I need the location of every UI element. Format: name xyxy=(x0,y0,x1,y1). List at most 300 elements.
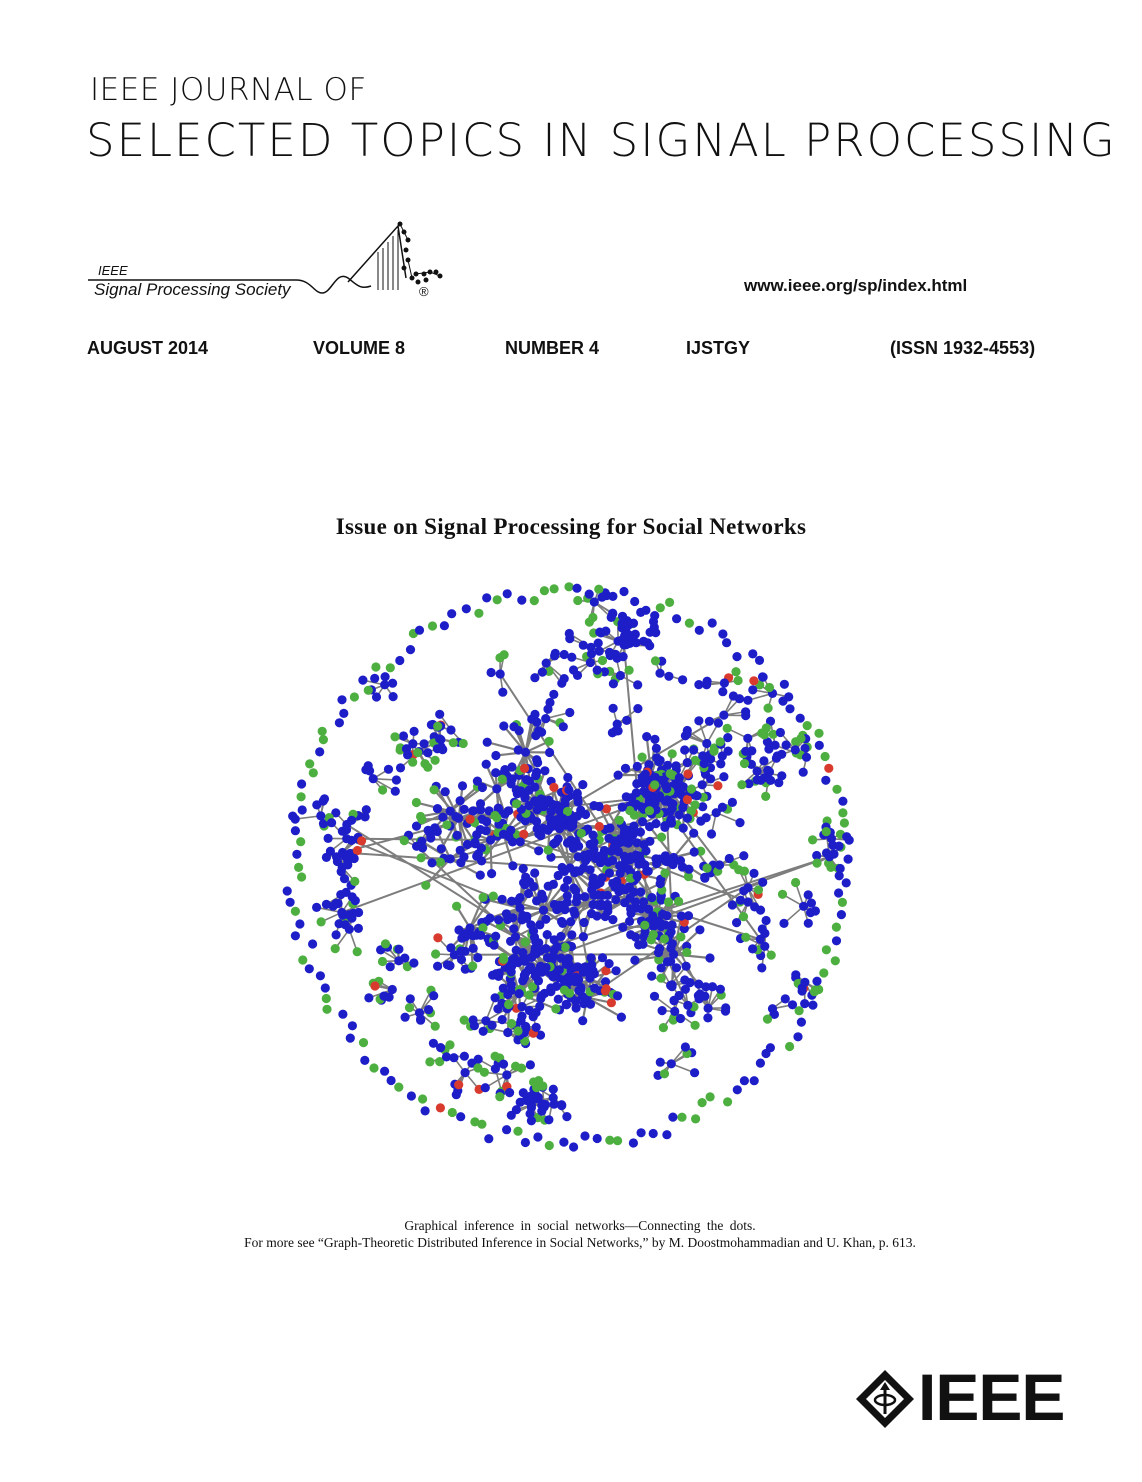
network-node xyxy=(315,747,324,756)
network-node xyxy=(579,932,588,941)
network-node xyxy=(558,919,567,928)
network-node xyxy=(339,709,348,718)
network-node xyxy=(694,680,703,689)
network-node xyxy=(470,838,479,847)
network-node xyxy=(526,1109,535,1118)
network-node xyxy=(427,828,436,837)
network-node xyxy=(544,1115,553,1124)
network-node xyxy=(429,991,438,1000)
network-node xyxy=(618,803,627,812)
network-node xyxy=(670,1007,679,1016)
network-node xyxy=(815,741,824,750)
network-node xyxy=(632,779,641,788)
network-node xyxy=(485,914,494,923)
network-node xyxy=(620,639,629,648)
network-node xyxy=(804,919,813,928)
network-node xyxy=(609,843,618,852)
network-node xyxy=(452,902,461,911)
network-node xyxy=(748,649,757,658)
network-node xyxy=(529,1077,538,1086)
network-node xyxy=(542,963,551,972)
network-node xyxy=(537,800,546,809)
network-node xyxy=(519,864,528,873)
issue-number: NUMBER 4 xyxy=(505,338,600,358)
network-node xyxy=(462,604,471,613)
network-node xyxy=(656,603,665,612)
network-node xyxy=(679,824,688,833)
network-node xyxy=(708,618,717,627)
network-node xyxy=(512,799,521,808)
network-node xyxy=(838,898,847,907)
network-node xyxy=(531,771,540,780)
network-node xyxy=(458,781,467,790)
network-node xyxy=(578,1016,587,1025)
network-node xyxy=(685,619,694,628)
network-node xyxy=(532,1008,541,1017)
network-node xyxy=(486,835,495,844)
network-node xyxy=(647,972,656,981)
network-node xyxy=(585,590,594,599)
network-node xyxy=(292,850,301,859)
network-node xyxy=(741,711,750,720)
network-node xyxy=(689,745,698,754)
network-node xyxy=(768,1004,777,1013)
network-node xyxy=(748,944,757,953)
network-node xyxy=(791,745,800,754)
network-node xyxy=(322,994,331,1003)
network-node xyxy=(491,1052,500,1061)
network-node xyxy=(351,896,360,905)
network-node xyxy=(791,878,800,887)
network-node xyxy=(571,973,580,982)
network-node xyxy=(681,1042,690,1051)
network-node xyxy=(654,757,663,766)
network-node xyxy=(779,919,788,928)
network-node xyxy=(319,735,328,744)
network-node xyxy=(558,863,567,872)
social-network-graph-figure xyxy=(270,568,870,1168)
network-node xyxy=(632,838,641,847)
network-node xyxy=(707,829,716,838)
network-node xyxy=(619,587,628,596)
network-node xyxy=(538,668,547,677)
network-node xyxy=(507,961,516,970)
network-node xyxy=(765,683,774,692)
network-node xyxy=(643,638,652,647)
society-url-link[interactable]: www.ieee.org/sp/index.html xyxy=(744,276,968,295)
network-node xyxy=(668,1113,677,1122)
network-node xyxy=(650,992,659,1001)
network-node xyxy=(740,759,749,768)
network-node xyxy=(662,1130,671,1139)
network-node xyxy=(505,1088,514,1097)
network-node xyxy=(683,795,692,804)
network-node xyxy=(655,792,664,801)
network-node xyxy=(682,962,691,971)
network-node xyxy=(552,905,561,914)
network-node xyxy=(409,958,418,967)
network-node xyxy=(698,780,707,789)
network-node xyxy=(741,747,750,756)
network-node xyxy=(625,917,634,926)
network-node xyxy=(649,1129,658,1138)
network-node xyxy=(400,836,409,845)
network-node xyxy=(443,960,452,969)
network-node xyxy=(740,1076,749,1085)
network-node xyxy=(453,831,462,840)
network-node xyxy=(639,897,648,906)
network-node xyxy=(605,959,614,968)
network-node xyxy=(616,869,625,878)
network-node xyxy=(620,852,629,861)
network-node xyxy=(655,669,664,678)
network-node xyxy=(442,1052,451,1061)
network-node xyxy=(675,810,684,819)
network-node xyxy=(532,755,541,764)
network-node xyxy=(459,852,468,861)
network-node xyxy=(626,909,635,918)
network-node xyxy=(663,761,672,770)
journal-code: IJSTGY xyxy=(686,338,751,358)
ieee-logo-text: IEEE xyxy=(918,1360,1065,1434)
network-node xyxy=(593,666,602,675)
network-node xyxy=(739,912,748,921)
network-node xyxy=(386,663,395,672)
network-node xyxy=(657,974,666,983)
network-node xyxy=(516,1016,525,1025)
society-name: Signal Processing Society xyxy=(94,280,291,299)
network-node xyxy=(676,932,685,941)
network-node xyxy=(516,1098,525,1107)
network-node xyxy=(517,1002,526,1011)
network-node xyxy=(526,920,535,929)
network-node xyxy=(525,786,534,795)
network-node xyxy=(642,866,651,875)
network-node xyxy=(482,760,491,769)
network-node xyxy=(490,941,499,950)
network-node xyxy=(675,773,684,782)
network-node xyxy=(412,798,421,807)
network-node xyxy=(457,934,466,943)
network-node xyxy=(812,977,821,986)
network-node xyxy=(656,879,665,888)
network-node xyxy=(522,775,531,784)
network-node xyxy=(725,854,734,863)
network-node xyxy=(454,814,463,823)
network-node xyxy=(705,717,714,726)
network-node xyxy=(530,673,539,682)
network-node xyxy=(728,798,737,807)
network-node xyxy=(825,852,834,861)
network-node xyxy=(312,903,321,912)
network-node xyxy=(743,734,752,743)
network-node xyxy=(529,882,538,891)
network-node xyxy=(832,923,841,932)
network-node xyxy=(574,852,583,861)
network-node xyxy=(482,593,491,602)
network-node xyxy=(533,824,542,833)
network-node xyxy=(589,845,598,854)
network-node xyxy=(337,908,346,917)
network-node xyxy=(630,956,639,965)
network-node xyxy=(580,892,589,901)
network-node xyxy=(690,847,699,856)
network-node xyxy=(585,973,594,982)
network-node xyxy=(495,1092,504,1101)
network-node xyxy=(537,890,546,899)
network-node xyxy=(487,668,496,677)
network-node xyxy=(369,774,378,783)
network-node xyxy=(621,764,630,773)
network-node xyxy=(417,853,426,862)
network-node xyxy=(698,1098,707,1107)
network-node xyxy=(342,888,351,897)
network-node xyxy=(408,758,417,767)
network-node xyxy=(415,626,424,635)
figure-caption-line2: For more see “Graph-Theoretic Distributed Inference in Social Networks,” by M. Doostmohammadian and U. Khan, p. 613. xyxy=(244,1235,916,1250)
network-node xyxy=(664,672,673,681)
network-node xyxy=(533,1132,542,1141)
network-node xyxy=(435,710,444,719)
network-node xyxy=(446,725,455,734)
network-node xyxy=(564,785,573,794)
network-node xyxy=(676,1014,685,1023)
network-node xyxy=(354,924,363,933)
network-node xyxy=(442,820,451,829)
network-node xyxy=(564,582,573,591)
network-node xyxy=(370,674,379,683)
network-node xyxy=(763,766,772,775)
network-node xyxy=(633,680,642,689)
network-node xyxy=(387,1076,396,1085)
network-node xyxy=(492,969,501,978)
network-node xyxy=(437,844,446,853)
network-node xyxy=(530,596,539,605)
network-node xyxy=(632,788,641,797)
network-node xyxy=(573,793,582,802)
network-node xyxy=(808,1001,817,1010)
network-node xyxy=(291,931,300,940)
network-node xyxy=(305,759,314,768)
network-node xyxy=(709,747,718,756)
network-node xyxy=(560,883,569,892)
network-node xyxy=(762,723,771,732)
network-node xyxy=(682,730,691,739)
network-node xyxy=(513,789,522,798)
network-node xyxy=(541,714,550,723)
network-node xyxy=(321,983,330,992)
network-node xyxy=(660,823,669,832)
network-node xyxy=(703,864,712,873)
registered-mark: ® xyxy=(419,284,429,299)
network-node xyxy=(484,1134,493,1143)
network-node xyxy=(511,932,520,941)
network-node xyxy=(520,764,529,773)
network-node xyxy=(837,910,846,919)
network-node xyxy=(286,898,295,907)
network-node xyxy=(381,672,390,681)
network-node xyxy=(420,759,429,768)
network-node xyxy=(650,623,659,632)
network-node xyxy=(534,976,543,985)
network-node xyxy=(551,1004,560,1013)
network-node xyxy=(433,962,442,971)
network-node xyxy=(589,831,598,840)
network-node xyxy=(340,852,349,861)
network-node xyxy=(733,1085,742,1094)
network-node xyxy=(503,589,512,598)
network-node xyxy=(337,695,346,704)
network-node xyxy=(481,1016,490,1025)
network-node xyxy=(350,877,359,886)
network-node xyxy=(693,791,702,800)
network-node xyxy=(322,1005,331,1014)
network-node xyxy=(763,1015,772,1024)
network-node xyxy=(824,764,833,773)
network-node xyxy=(537,1107,546,1116)
network-node xyxy=(396,763,405,772)
network-node xyxy=(504,1000,513,1009)
network-node xyxy=(629,1138,638,1147)
network-node xyxy=(499,1060,508,1069)
network-node xyxy=(638,940,647,949)
network-node xyxy=(530,710,539,719)
network-node xyxy=(615,816,624,825)
network-node xyxy=(407,1091,416,1100)
network-node xyxy=(795,1006,804,1015)
network-node xyxy=(524,801,533,810)
network-node xyxy=(812,859,821,868)
network-node xyxy=(593,880,602,889)
network-node xyxy=(650,780,659,789)
network-node xyxy=(498,895,507,904)
network-node xyxy=(357,836,366,845)
network-node xyxy=(544,882,553,891)
network-node xyxy=(468,961,477,970)
network-node xyxy=(762,916,771,925)
network-node xyxy=(732,918,741,927)
network-node xyxy=(559,1138,568,1147)
network-node xyxy=(559,722,568,731)
network-node xyxy=(633,704,642,713)
network-node xyxy=(446,943,455,952)
network-node xyxy=(609,679,618,688)
network-node xyxy=(431,949,440,958)
network-node xyxy=(669,950,678,959)
network-node xyxy=(318,727,327,736)
network-node xyxy=(840,818,849,827)
network-node xyxy=(295,919,304,928)
network-node xyxy=(706,1092,715,1101)
network-node xyxy=(566,917,575,926)
network-node xyxy=(593,1134,602,1143)
network-node xyxy=(445,1040,454,1049)
network-node xyxy=(526,1060,535,1069)
network-node xyxy=(545,813,554,822)
network-node xyxy=(624,839,633,848)
network-node xyxy=(728,900,737,909)
network-node xyxy=(647,935,656,944)
network-node xyxy=(420,739,429,748)
network-node xyxy=(448,1108,457,1117)
network-node xyxy=(554,871,563,880)
network-node xyxy=(703,1013,712,1022)
network-node xyxy=(598,656,607,665)
network-node xyxy=(326,847,335,856)
network-node xyxy=(695,994,704,1003)
network-node xyxy=(659,1023,668,1032)
network-node xyxy=(509,722,518,731)
network-node xyxy=(476,825,485,834)
network-node xyxy=(545,748,554,757)
network-node xyxy=(587,953,596,962)
network-node xyxy=(428,621,437,630)
network-node xyxy=(594,585,603,594)
network-node xyxy=(562,974,571,983)
network-node xyxy=(433,722,442,731)
ieee-diamond-icon xyxy=(854,1368,916,1430)
network-node xyxy=(565,863,574,872)
network-node xyxy=(753,767,762,776)
network-node xyxy=(836,864,845,873)
network-node xyxy=(694,980,703,989)
network-node xyxy=(648,911,657,920)
network-node xyxy=(479,1027,488,1036)
network-node xyxy=(631,630,640,639)
network-node xyxy=(718,751,727,760)
network-node xyxy=(571,996,580,1005)
network-node xyxy=(780,680,789,689)
network-node xyxy=(494,915,503,924)
network-node xyxy=(567,930,576,939)
network-node xyxy=(431,756,440,765)
network-node xyxy=(517,1064,526,1073)
network-node xyxy=(427,858,436,867)
network-node xyxy=(378,785,387,794)
network-node xyxy=(425,1057,434,1066)
network-node xyxy=(335,718,344,727)
network-node xyxy=(714,718,723,727)
network-node xyxy=(756,906,765,915)
network-node xyxy=(489,892,498,901)
network-node xyxy=(550,584,559,593)
network-node xyxy=(371,662,380,671)
network-node xyxy=(573,596,582,605)
network-node xyxy=(834,842,843,851)
network-node xyxy=(704,1004,713,1013)
network-node xyxy=(658,910,667,919)
network-node xyxy=(460,1052,469,1061)
network-node xyxy=(466,815,475,824)
network-node xyxy=(500,650,509,659)
network-node xyxy=(502,1070,511,1079)
network-node xyxy=(667,1059,676,1068)
network-node xyxy=(660,869,669,878)
network-node xyxy=(664,897,673,906)
network-node xyxy=(737,780,746,789)
network-node xyxy=(503,1028,512,1037)
network-node xyxy=(607,998,616,1007)
network-node xyxy=(797,1018,806,1027)
network-node xyxy=(579,641,588,650)
network-node xyxy=(588,613,597,622)
network-node xyxy=(515,903,524,912)
network-node xyxy=(487,869,496,878)
network-node xyxy=(499,721,508,730)
network-node xyxy=(498,775,507,784)
network-node xyxy=(832,785,841,794)
network-node xyxy=(590,984,599,993)
